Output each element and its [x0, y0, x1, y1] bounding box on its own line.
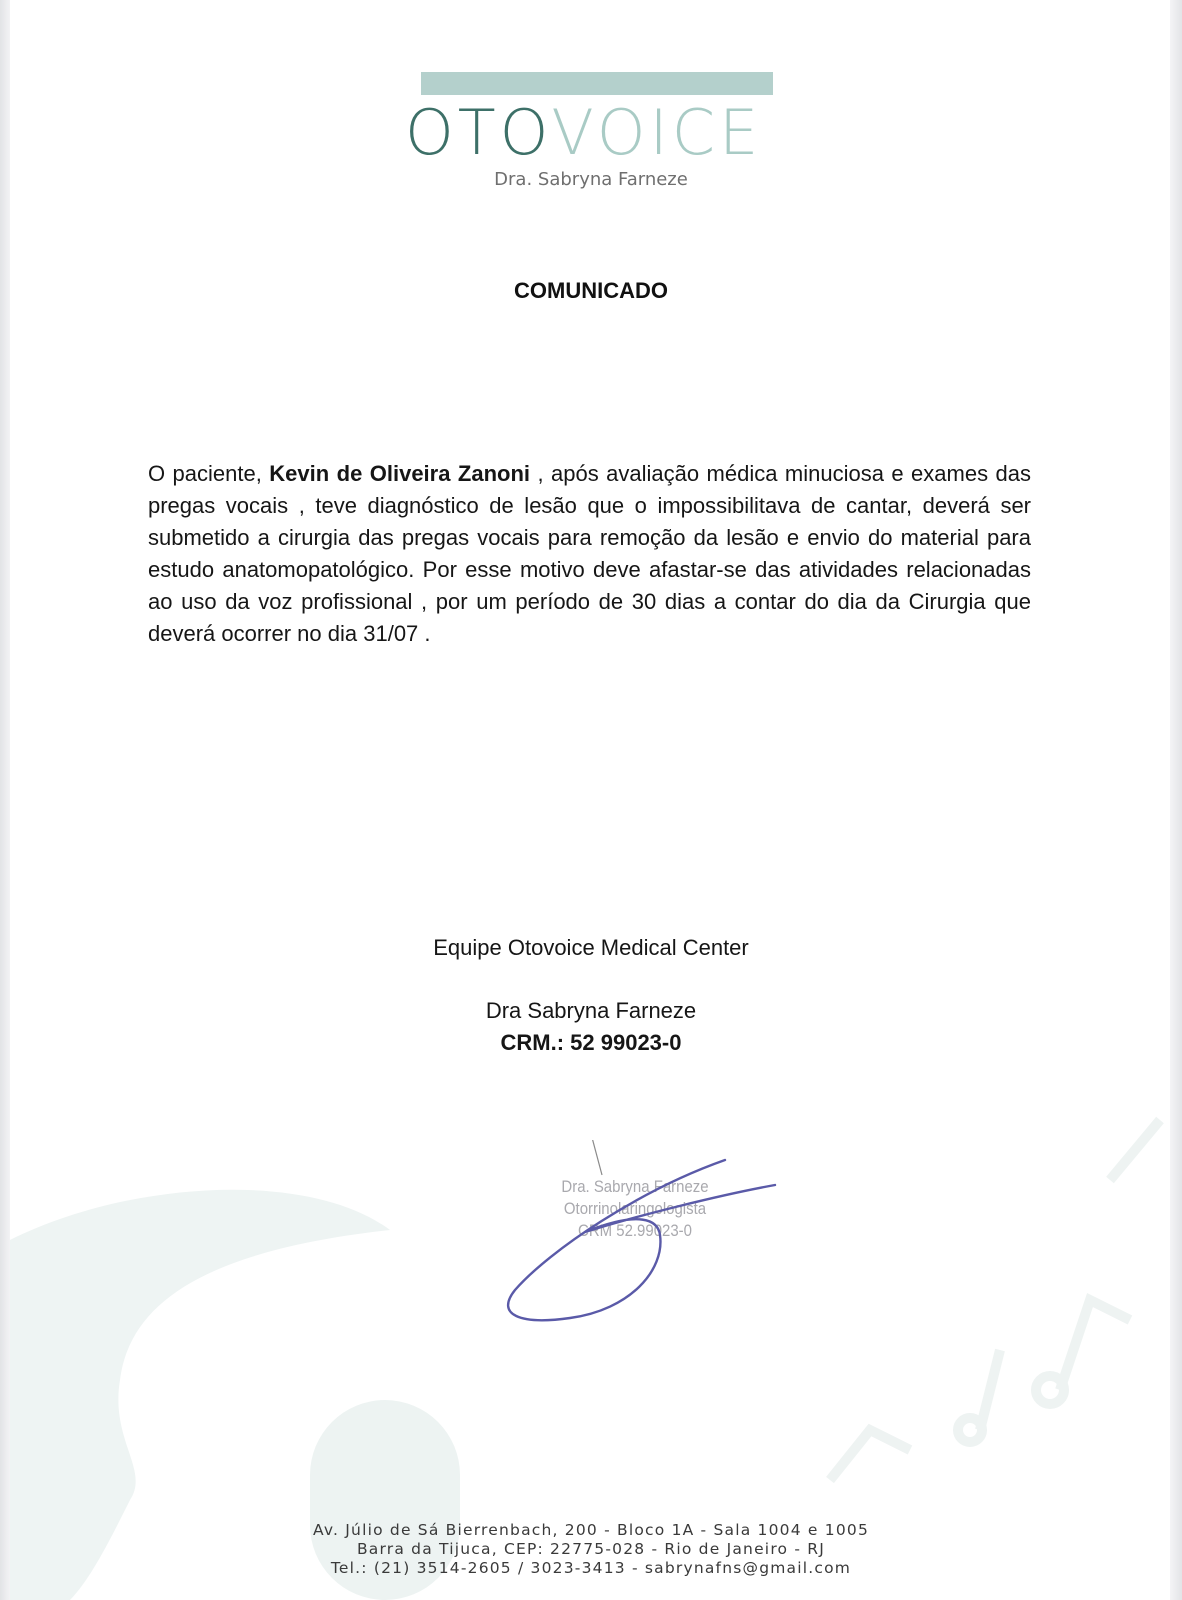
- letterhead-page: [10, 0, 1170, 1600]
- stamp-line-name: Dra. Sabryna Farneze: [561, 1177, 709, 1196]
- logo-wordmark: [405, 96, 763, 169]
- team-name: Equipe Otovoice Medical Center: [433, 935, 749, 960]
- stamp-line-crm: CRM 52.99023-0: [578, 1221, 692, 1240]
- background-watermark-art: [10, 0, 1170, 1600]
- patient-name: Kevin de Oliveira Zanoni: [269, 461, 530, 486]
- body-text: , após avaliação médica minuciosa e exames das pregas vocais , teve diagnóstico de lesão que o impossibilitava de cantar, deverá ser submetido a cirurgia das pregas vocais para remoção da lesão e envio do material para estudo anatomopatológico. Por esse motivo deve afastar-se das atividades relacionadas ao uso da voz profissional , por um período de 30 dias a contar do dia da Cirurgia que deverá ocorrer no dia 31/07 .: [148, 461, 1031, 646]
- crm-number: CRM.: 52 99023-0: [500, 1030, 682, 1055]
- signature-block: [0, 932, 1182, 1059]
- doctor-name: Dra Sabryna Farneze: [485, 998, 697, 1023]
- page-edge-right: [1170, 0, 1182, 1600]
- stamp-line-specialty: Otorrinolaringologista: [563, 1199, 707, 1218]
- document-body: [148, 458, 1031, 650]
- footer-phone-email: Tel.: (21) 3514-2605 / 3023-3413 - sabrynafns@gmail.com: [330, 1559, 852, 1577]
- logo-subtitle: Dra. Sabryna Farneze: [494, 169, 688, 190]
- page-edge-left: [0, 0, 10, 1600]
- body-intro: O paciente,: [148, 461, 270, 486]
- logo-word-voice: VOICE: [551, 96, 763, 169]
- logo-word-oto: OTO: [405, 96, 552, 169]
- footer-address: Av. Júlio de Sá Bierrenbach, 200 - Bloco 1A - Sala 1004 e 1005: [312, 1521, 870, 1539]
- music-notes-watermark: [830, 1120, 1160, 1480]
- footer-city: Barra da Tijuca, CEP: 22775-028 - Rio de Janeiro - RJ: [356, 1540, 826, 1558]
- footer-contact: [0, 1521, 1182, 1578]
- logo-bar: [421, 72, 773, 95]
- handwritten-signature: [490, 1140, 800, 1330]
- document-title: COMUNICADO: [514, 278, 668, 303]
